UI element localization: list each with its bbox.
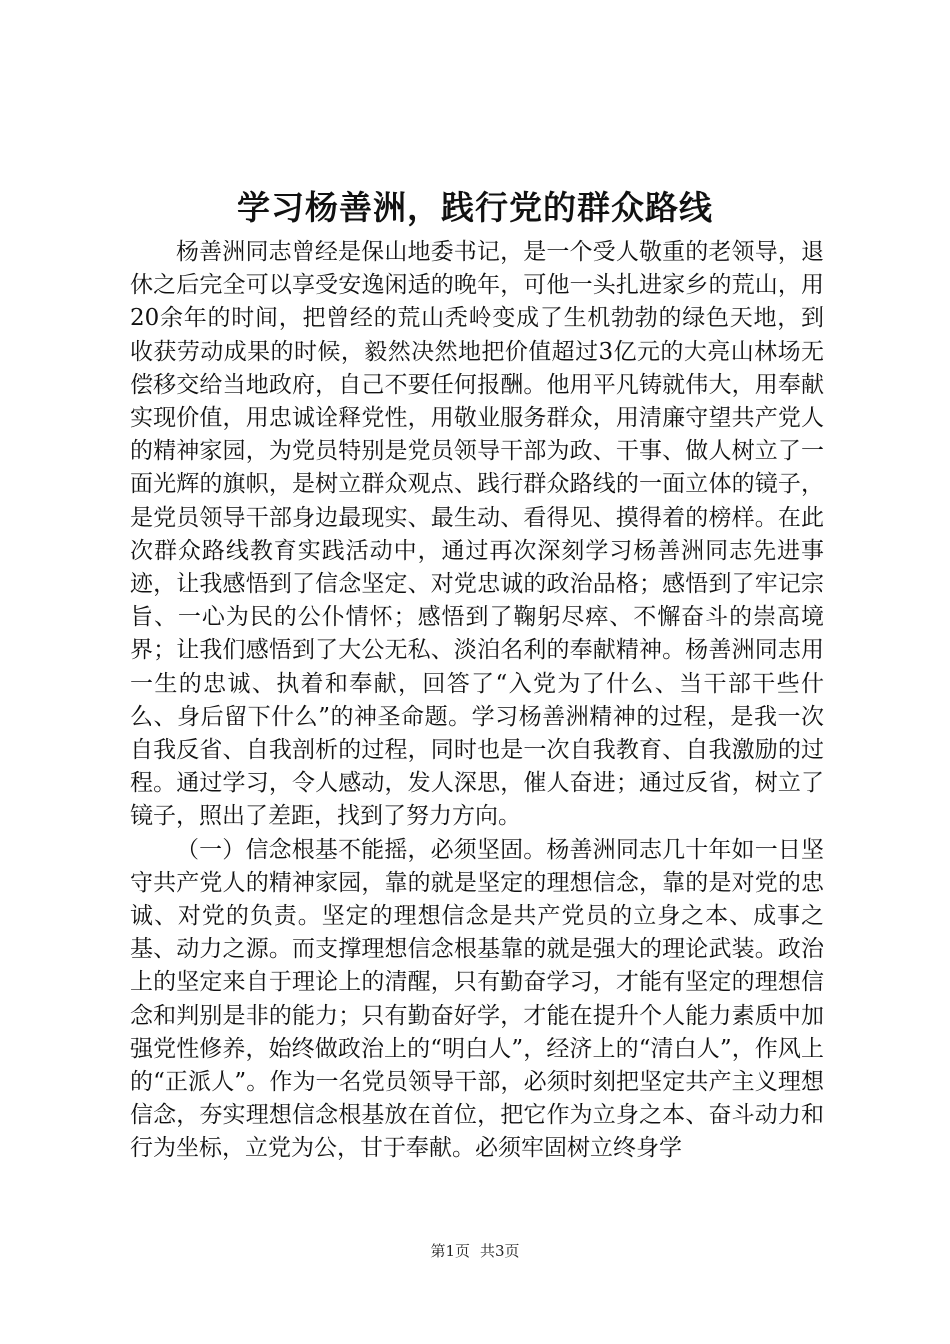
page-total: 共3页 (480, 1242, 520, 1260)
body-paragraph-1: 杨善洲同志曾经是保山地委书记，是一个受人敬重的老领导，退休之后完全可以享受安逸闲适的晚年，可他一头扎进家乡的荒山，用20余年的时间，把曾经的荒山秃岭变成了生机勃勃的绿色天地，到收获劳动成果的时候，毅然决然地把价值超过3亿元的大亮山林场无偿移交给当地政府，自己不要任何报酬。他用平凡铸就伟大，用奉献实现价值，用忠诚诠释党性，用敬业服务群众，用清廉守望共产党人的精神家园，为党员特别是党员领导干部为政、干事、做人树立了一面光辉的旗帜，是树立群众观点、践行群众路线的一面立体的镜子，是党员领导干部身边最现实、最生动、看得见、摸得着的榜样。在此次群众路线教育实践活动中，通过再次深刻学习杨善洲同志先进事迹，让我感悟到了信念坚定、对党忠诚的政治品格；感悟到了牢记宗旨、一心为民的公仆情怀；感悟到了鞠躬尽瘁、不懈奋斗的崇高境界；让我们感悟到了大公无私、淡泊名利的奉献精神。杨善洲同志用一生的忠诚、执着和奉献，回答了“入党为了什么、当干部干些什么、身后留下什么”的神圣命题。学习杨善洲精神的过程，是我一次自我反省、自我剖析的过程，同时也是一次自我教育、自我激励的过程。通过学习，令人感动，发人深思，催人奋进；通过反省，树立了镜子，照出了差距，找到了努力方向。 (130, 239, 824, 830)
page-number: 第1页 (430, 1242, 470, 1260)
document-body (130, 236, 824, 1166)
document-title: 学习杨善洲，践行党的群众路线 (237, 188, 713, 227)
body-paragraph-2: （一）信念根基不能摇，必须坚固。杨善洲同志几十年如一日坚守共产党人的精神家园，靠的就是坚定的理想信念，靠的是对党的忠诚、对党的负责。坚定的理想信念是共产党员的立身之本、成事之基、动力之源。而支撑理想信念根基靠的就是强大的理论武装。政治上的坚定来自于理论上的清醒，只有勤奋学习，才能有坚定的理想信念和判别是非的能力；只有勤奋好学，才能在提升个人能力素质中加强党性修养，始终做政治上的“明白人”，经济上的“清白人”，作风上的“正派人”。作为一名党员领导干部，必须时刻把坚定共产主义理想信念，夯实理想信念根基放在首位，把它作为立身之本、奋斗动力和行为坐标，立党为公，甘于奉献。必须牢固树立终身学 (130, 836, 824, 1162)
page-footer (0, 1240, 950, 1262)
